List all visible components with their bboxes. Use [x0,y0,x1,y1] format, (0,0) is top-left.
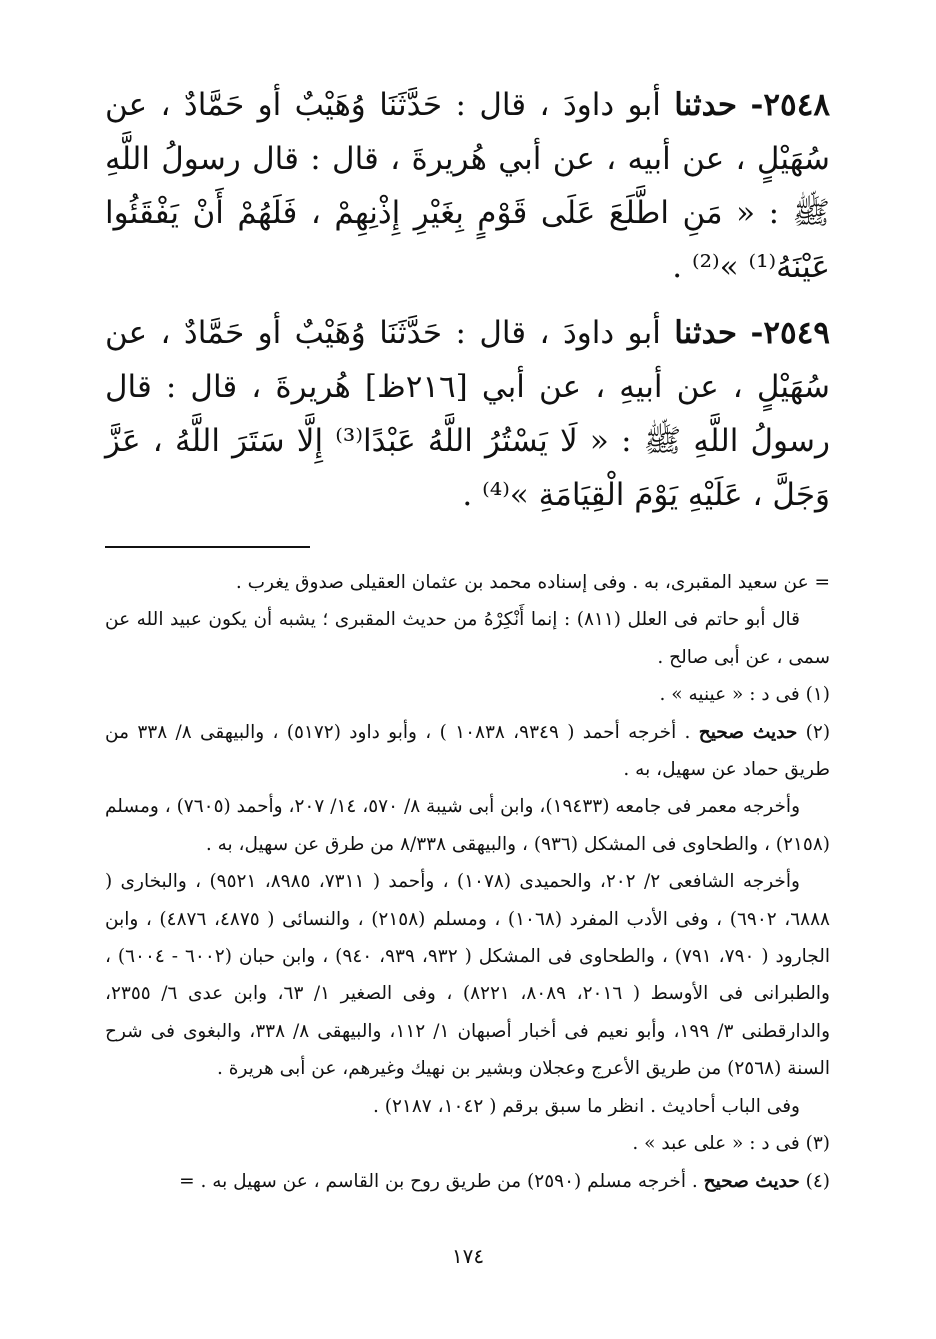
footnote-text: . أخرجه مسلم (٢٥٩٠) من طريق روح بن القاسم ، عن سهيل به . = [179,1170,698,1192]
document-page [105,78,830,1308]
footnote-paragraph: وأخرجه معمر فى جامعه (١٩٤٣٣)، وابن أبى شيبة ٨/ ٥٧٠، ١٤/ ٢٠٧، وأحمد (٧٦٠٥) ، ومسلم (٢١٥٨) ، والطحاوى فى المشكل (٩٣٦) ، والبيهقى ٨/٣٣٨ من طرق عن سهيل، به . [105,796,830,855]
footnote-paragraph: وأخرجه الشافعى ٢/ ٢٠٢، والحميدى (١٠٧٨) ، وأحمد ( ٧٣١١، ٨٩٨٥، ٩٥٢١) ، والبخارى ( ٦٨٨٨، ٦٩٠٢) ، وفى الأدب المفرد (١٠٦٨) ، ومسلم (٢١٥٨) ، والنسائى ( ٤٨٧٥، ٤٨٧٦) ، وابن الجارود ( ٧٩٠، ٧٩١) ، والطحاوى فى المشكل ( ٩٣٢، ٩٣٩، ٩٤٠) ، وابن حبان (٦٠٠٢ - ٦٠٠٤) ، والطبرانى فى الأوسط ( ٢٠١٦، ٨٠٨٩، ٨٢٢١) ، وفى الصغير ١/ ٦٣، وابن عدى ٦/ ٢٣٥٥، والدارقطنى ٣/ ١٩٩، وأبو نعيم فى أخبار أصبهان ١/ ١١٢، والبيهقى ٨/ ٣٣٨، والبغوى فى شرح السنة (٢٥٦٨) من طريق الأعرج وعجلان وبشير بن نهيك وغيرهم، عن أبى هريرة . [105,871,831,1080]
footnote-3: (٣) فى د : « على عبد » . [632,1133,830,1155]
hadith-lead: حدثنا [674,315,738,351]
hadith-number: ٢٥٤٨- [750,87,831,123]
footnote-continuation: = عن سعيد المقبرى، به . وفى إسناده محمد بن عثمان العقيلى صدوق يغرب . [235,572,830,593]
footnote-separator [105,534,830,564]
footnote-marker: (٢) [805,721,831,743]
hadith-lead: حدثنا [674,87,738,123]
footnote-2 [105,714,830,789]
hadith-2548 [105,78,830,294]
separator-line [105,546,310,548]
footnote-paragraph: وفى الباب أحاديث . انظر ما سبق برقم ( ١٠٤٢، ٢١٨٧) . [373,1095,800,1117]
footnote-1: (١) فى د : « عينيه » . [659,684,830,706]
hadith-number: ٢٥٤٩- [750,315,831,351]
footnote-marker: (٤) [805,1170,830,1192]
hadith-text: أبو داودَ ، قال : حَدَّثَنَا وُهَيْبٌ أو حَمَّادٌ ، عن سُهَيْلٍ ، عن أبيه ، عن أبي هُريرةَ ، قال : قال رسولُ اللَّهِ ﷺ : « مَنِ اطَّلَعَ عَلَى قَوْمٍ بِغَيْرِ إِذْنِهِمْ ، فَلَهُمْ أَنْ يَفْقَئُوا عَيْنَهُ⁽¹⁾ »⁽²⁾ . [105,87,830,285]
grading-label: حديث صحيح [698,721,798,743]
page-number: ١٧٤ [451,1244,485,1268]
footnote-text: . أخرجه أحمد ( ٩٣٤٩، ١٠٨٣٨ ) ، وأبو داود (٥١٧٢) ، والبيهقى ٨/ ٣٣٨ من طريق حماد عن سهيل، به . [105,721,830,781]
grading-label: حديث صحيح [703,1170,800,1192]
hadith-text: أبو داودَ ، قال : حَدَّثَنَا وُهَيْبٌ أو حَمَّادٌ ، عن سُهَيْلٍ ، عن أبيهِ ، عن أبي [٢١٦ظ] هُريرةَ ، قال : قال رسولُ اللَّهِ ﷺ : « لَا يَسْتُرُ اللَّهُ عَبْدًا⁽³⁾ إِلَّا سَتَرَ اللَّهُ ، عَزَّ وَجَلَّ ، عَلَيْهِ يَوْمَ الْقِيَامَةِ »⁽⁴⁾ . [105,315,831,513]
footnote-paragraph: قال أبو حاتم فى العلل (٨١١) : إنما أَنْكِرْهُ من حديث المقبرى ؛ يشبه أن يكون عبيد الله عن سمى ، عن أبى صالح . [105,609,830,668]
footnotes [105,564,830,1200]
footnote-4 [105,1163,830,1200]
hadith-2549 [105,306,830,522]
